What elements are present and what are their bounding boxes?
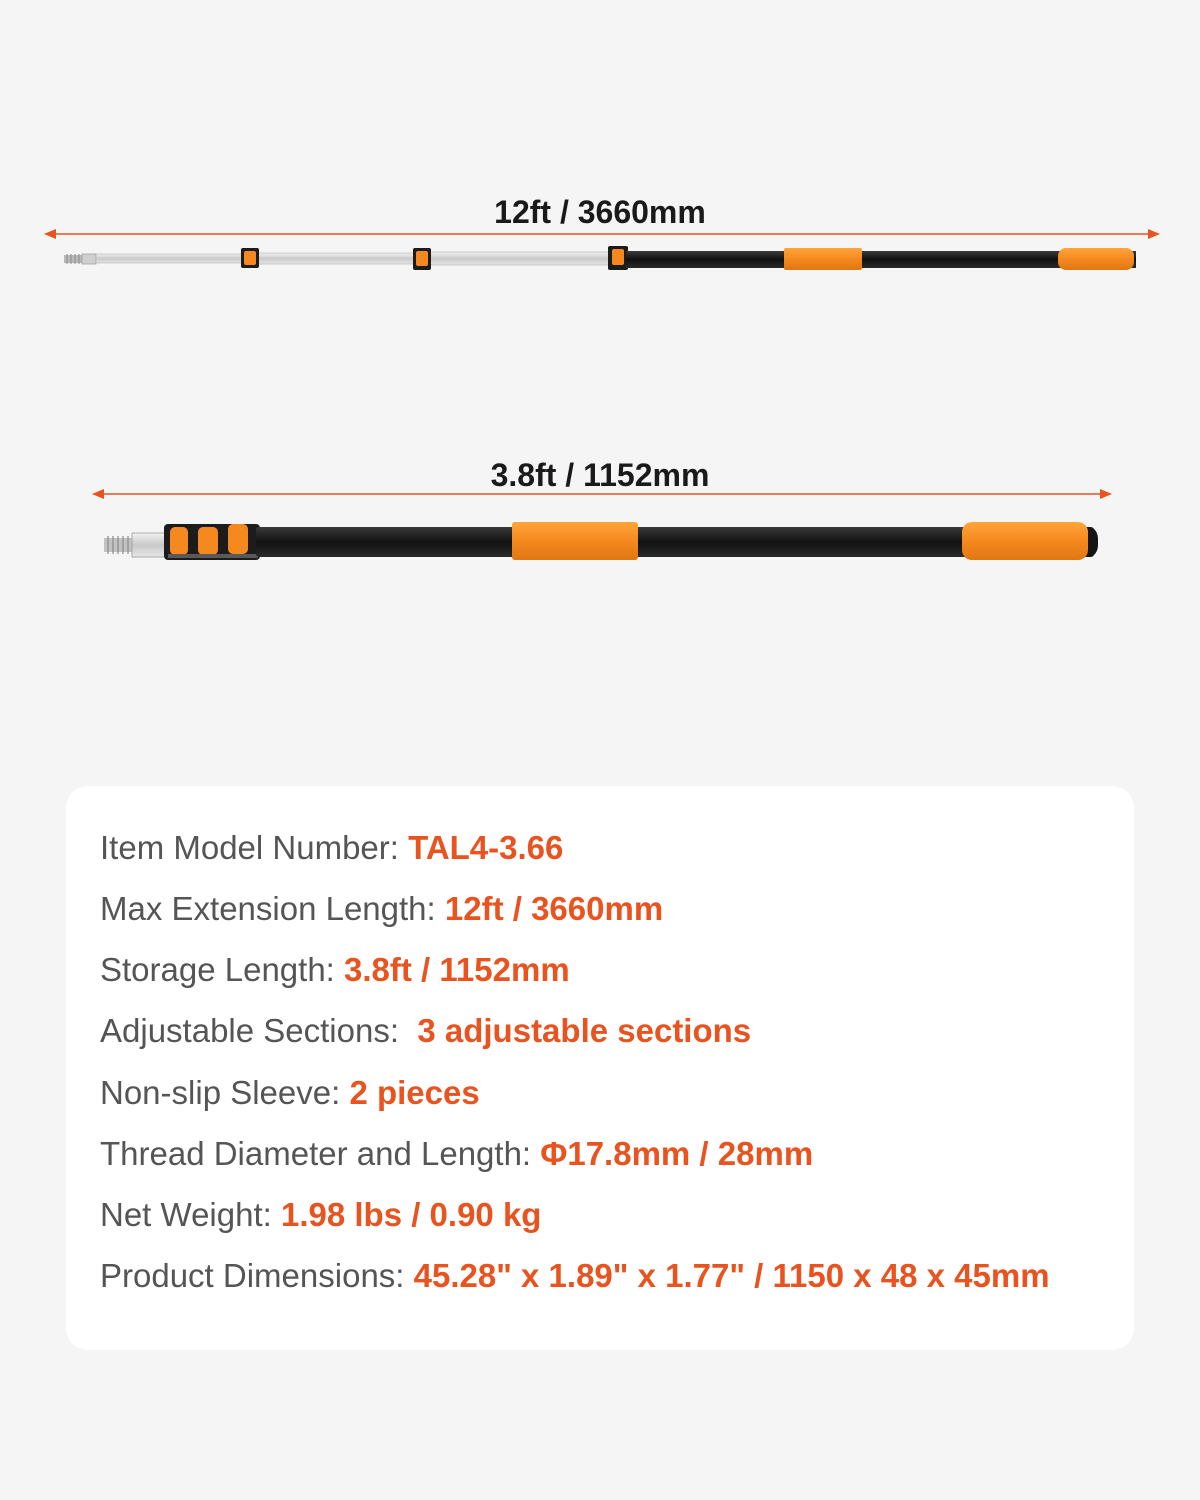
storage-dimension-arrow [92, 489, 1112, 499]
spec-key: Thread Diameter and Length: [100, 1135, 541, 1172]
spec-row-non-slip-sleeve [100, 1068, 480, 1118]
spec-key: Non-slip Sleeve: [100, 1074, 350, 1111]
spec-key: Storage Length: [100, 951, 345, 988]
extended-length-label: 12ft / 3660mm [494, 194, 706, 230]
spec-row-net-weight [100, 1190, 541, 1240]
spec-value: 3.8ft / 1152mm [344, 951, 570, 988]
spec-value: 1.98 lbs / 0.90 kg [280, 1196, 542, 1233]
spec-value: 45.28" x 1.89" x 1.77" / 1150 x 48 x 45mm [413, 1257, 1050, 1294]
spec-key: Product Dimensions: [100, 1257, 414, 1294]
spec-row-max-extension [100, 884, 663, 934]
spec-row-thread [100, 1129, 813, 1179]
storage-length-label: 3.8ft / 1152mm [490, 457, 710, 493]
extended-dimension-arrow [44, 229, 1160, 239]
spec-key: Net Weight: [100, 1196, 281, 1233]
storage-pole [104, 522, 1098, 560]
spec-row-adjustable-sections [100, 1006, 751, 1056]
spec-value: Φ17.8mm / 28mm [540, 1135, 814, 1172]
spec-row-model [100, 823, 563, 873]
spec-row-storage-length [100, 945, 570, 995]
spec-key: Item Model Number: [100, 829, 409, 866]
spec-row-dimensions [100, 1251, 1050, 1301]
spec-value: 2 pieces [349, 1074, 480, 1111]
spec-card [66, 786, 1134, 1350]
extended-pole [64, 246, 1136, 270]
spec-value: TAL4-3.66 [408, 829, 564, 866]
spec-key: Max Extension Length: [100, 890, 445, 927]
spec-key: Adjustable Sections: [100, 1012, 418, 1049]
spec-value: 12ft / 3660mm [444, 890, 664, 927]
spec-value: 3 adjustable sections [417, 1012, 752, 1049]
